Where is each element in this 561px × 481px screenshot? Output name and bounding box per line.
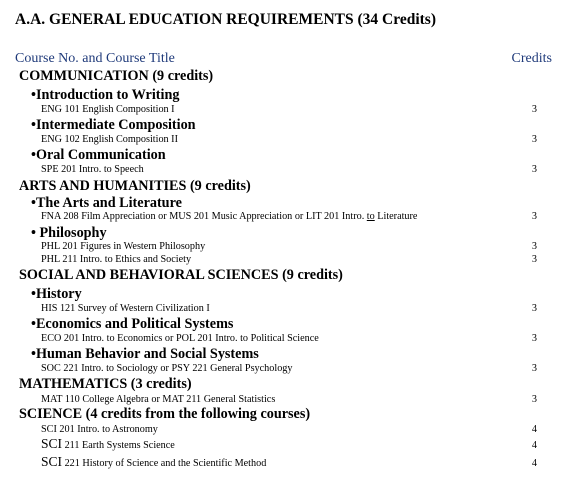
credits-eng-102: 3 bbox=[531, 134, 537, 145]
group-introduction-to-writing: •Introduction to Writing bbox=[31, 87, 180, 103]
course-phl-211: PHL 211 Intro. to Ethics and Society bbox=[41, 254, 192, 265]
credits-sci-201: 4 bbox=[531, 424, 537, 435]
course-eng-102: ENG 102 English Composition II bbox=[41, 134, 178, 145]
section-social-and-behavioral-sciences: SOCIAL AND BEHAVIORAL SCIENCES (9 credits) bbox=[19, 267, 343, 283]
group-arts-and-literature: •The Arts and Literature bbox=[31, 195, 182, 211]
credits-spe-201: 3 bbox=[531, 164, 537, 175]
credits-column-header: Credits bbox=[511, 51, 552, 66]
course-text: FNA 208 Film Appreciation or MUS 201 Music Appreciation or LIT 201 Intro. bbox=[41, 211, 367, 222]
course-sci-201: SCI 201 Intro. to Astronomy bbox=[41, 424, 158, 435]
section-arts-and-humanities: ARTS AND HUMANITIES (9 credits) bbox=[19, 178, 251, 194]
course-mat-110-mat-211: MAT 110 College Algebra or MAT 211 General Statistics bbox=[41, 394, 276, 405]
course-column-header: Course No. and Course Title bbox=[15, 51, 175, 66]
credits-phl-211: 3 bbox=[531, 254, 537, 265]
group-intermediate-composition: •Intermediate Composition bbox=[31, 117, 196, 133]
group-philosophy: • Philosophy bbox=[31, 225, 107, 241]
credits-sci-211: 4 bbox=[531, 440, 537, 451]
credits-eng-101: 3 bbox=[531, 104, 537, 115]
credits-his-121: 3 bbox=[531, 303, 537, 314]
course-sci-211 bbox=[41, 438, 175, 452]
course-text-end: Literature bbox=[374, 211, 418, 222]
course-soc-221-psy-221: SOC 221 Intro. to Sociology or PSY 221 General Psychology bbox=[41, 363, 293, 374]
course-text-underlined: to bbox=[366, 211, 375, 222]
credits-fna-208: 3 bbox=[531, 211, 537, 222]
group-human-behavior-and-social-systems: •Human Behavior and Social Systems bbox=[31, 346, 259, 362]
group-history: •History bbox=[31, 286, 82, 302]
section-mathematics: MATHEMATICS (3 credits) bbox=[19, 376, 192, 392]
section-science: SCIENCE (4 credits from the following courses) bbox=[19, 406, 311, 422]
section-communication: COMMUNICATION (9 credits) bbox=[19, 68, 214, 84]
course-eng-101: ENG 101 English Composition I bbox=[41, 104, 175, 115]
course-prefix: SCI bbox=[41, 454, 63, 469]
credits-soc-221: 3 bbox=[531, 363, 537, 374]
course-prefix: SCI bbox=[41, 436, 63, 451]
credits-sci-221: 4 bbox=[531, 458, 537, 469]
credits-mat-110: 3 bbox=[531, 394, 537, 405]
credits-phl-201: 3 bbox=[531, 241, 537, 252]
course-eco-201-pol-201: ECO 201 Intro. to Economics or POL 201 Intro. to Political Science bbox=[41, 333, 319, 344]
course-sci-221 bbox=[41, 456, 266, 470]
course-spe-201: SPE 201 Intro. to Speech bbox=[41, 164, 144, 175]
course-his-121: HIS 121 Survey of Western Civilization I bbox=[41, 303, 210, 314]
course-fna-208-mus-201-lit-201 bbox=[41, 211, 417, 223]
group-economics-and-political-systems: •Economics and Political Systems bbox=[31, 316, 234, 332]
course-text: 211 Earth Systems Science bbox=[62, 440, 175, 451]
course-phl-201: PHL 201 Figures in Western Philosophy bbox=[41, 241, 206, 252]
page-title: A.A. GENERAL EDUCATION REQUIREMENTS (34 Credits) bbox=[15, 11, 436, 28]
group-oral-communication: •Oral Communication bbox=[31, 147, 166, 163]
credits-eco-201: 3 bbox=[531, 333, 537, 344]
course-text: 221 History of Science and the Scientific Method bbox=[62, 458, 267, 469]
